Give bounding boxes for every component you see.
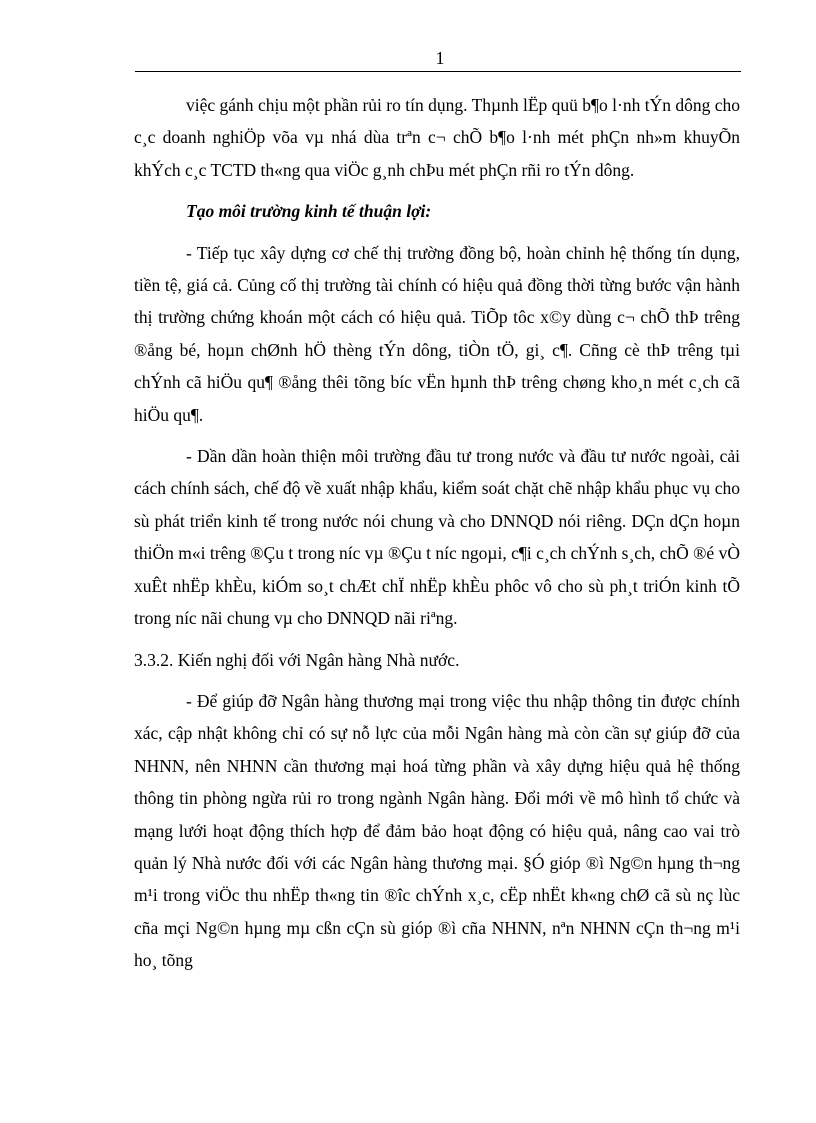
- paragraph-market-mechanism: - Tiếp tục xây dựng cơ chế thị trường đồng bộ, hoàn chỉnh hệ thống tín dụng, tiền tệ, giá cả. Củng cố thị trường tài chính có hiệu quả đồng thời từng bước vận hành thị trường chứng khoán một cách có hiệu quả. TiÕp tôc x©y dùng c¬ chÕ thÞ trêng ®ång bé, hoµn chØnh hÖ thèng tÝn dông, tiÒn tÖ, gi¸ c¶. Cñng cè thÞ trêng tµi chÝnh cã hiÖu qu¶ ®ång thêi tõng bíc vËn hµnh thÞ trêng chøng kho¸n mét c¸ch cã hiÖu qu¶.: [134, 242, 740, 425]
- section-heading-economic-environment: Tạo môi trường kinh tế thuận lợi:: [186, 201, 432, 222]
- paragraph-state-bank-support: - Để giúp đỡ Ngân hàng thương mại trong việc thu nhập thông tin được chính xác, cập nhật không chỉ có sự nỗ lực của mỗi Ngân hàng mà còn cần sự giúp đỡ của NHNN, nên NHNN cần thương mại hoá từng phần và xây dựng hiệu quả hệ thống thông tin phòng ngừa rủi ro trong ngành Ngân hàng. Đổi mới về mô hình tổ chức và mạng lưới hoạt động thích hợp để đảm bảo hoạt động có hiệu quả, nâng cao vai trò quản lý Nhà nước đối với các Ngân hàng thương mại. §Ó gióp ®ì Ng©n hµng th¬ng m¹i trong viÖc thu nhËp th«ng tin ®îc chÝnh x¸c, cËp nhËt kh«ng chØ cã sù nç lùc cña mçi Ng©n hµng mµ cßn cÇn sù gióp ®ì cña NHNN, nªn NHNN cÇn th¬ng m¹i ho¸ tõng: [134, 690, 740, 971]
- header-divider: [135, 71, 741, 72]
- document-body: [134, 89, 740, 977]
- page-number: 1: [435, 48, 445, 68]
- section-heading-state-bank: 3.3.2. Kiến nghị đối với Ngân hàng Nhà nước.: [134, 649, 460, 670]
- paragraph-investment-environment: - Dần dần hoàn thiện môi trường đầu tư trong nước và đầu tư nước ngoài, cải cách chính sách, chế độ về xuất nhập khẩu, kiểm soát chặt chẽ nhập khẩu phục vụ cho sù phát triển kinh tế trong nước nói chung và cho DNNQD nói riêng. DÇn dÇn hoµn thiÖn m«i trêng ®Çu t trong níc vµ ®Çu t níc ngoµi, c¶i c¸ch chÝnh s¸ch, chÕ ®é vÒ xuÊt nhËp khÈu, kiÓm so¸t chÆt chÏ nhËp khÈu phôc vô cho sù ph¸t triÓn kinh tÕ trong níc nãi chung vµ cho DNNQD nãi riªng.: [134, 446, 740, 629]
- paragraph-credit-guarantee-fund: việc gánh chịu một phần rủi ro tín dụng. Thµnh lËp quü b¶o l·nh tÝn dông cho c¸c doanh nghiÖp võa vµ nhá dùa trªn c¬ chÕ b¶o l·nh mét phÇn nh»m khuyÕn khÝch c¸c TCTD th«ng qua viÖc g¸nh chÞu mét phÇn rñi ro tÝn dông.: [134, 95, 740, 180]
